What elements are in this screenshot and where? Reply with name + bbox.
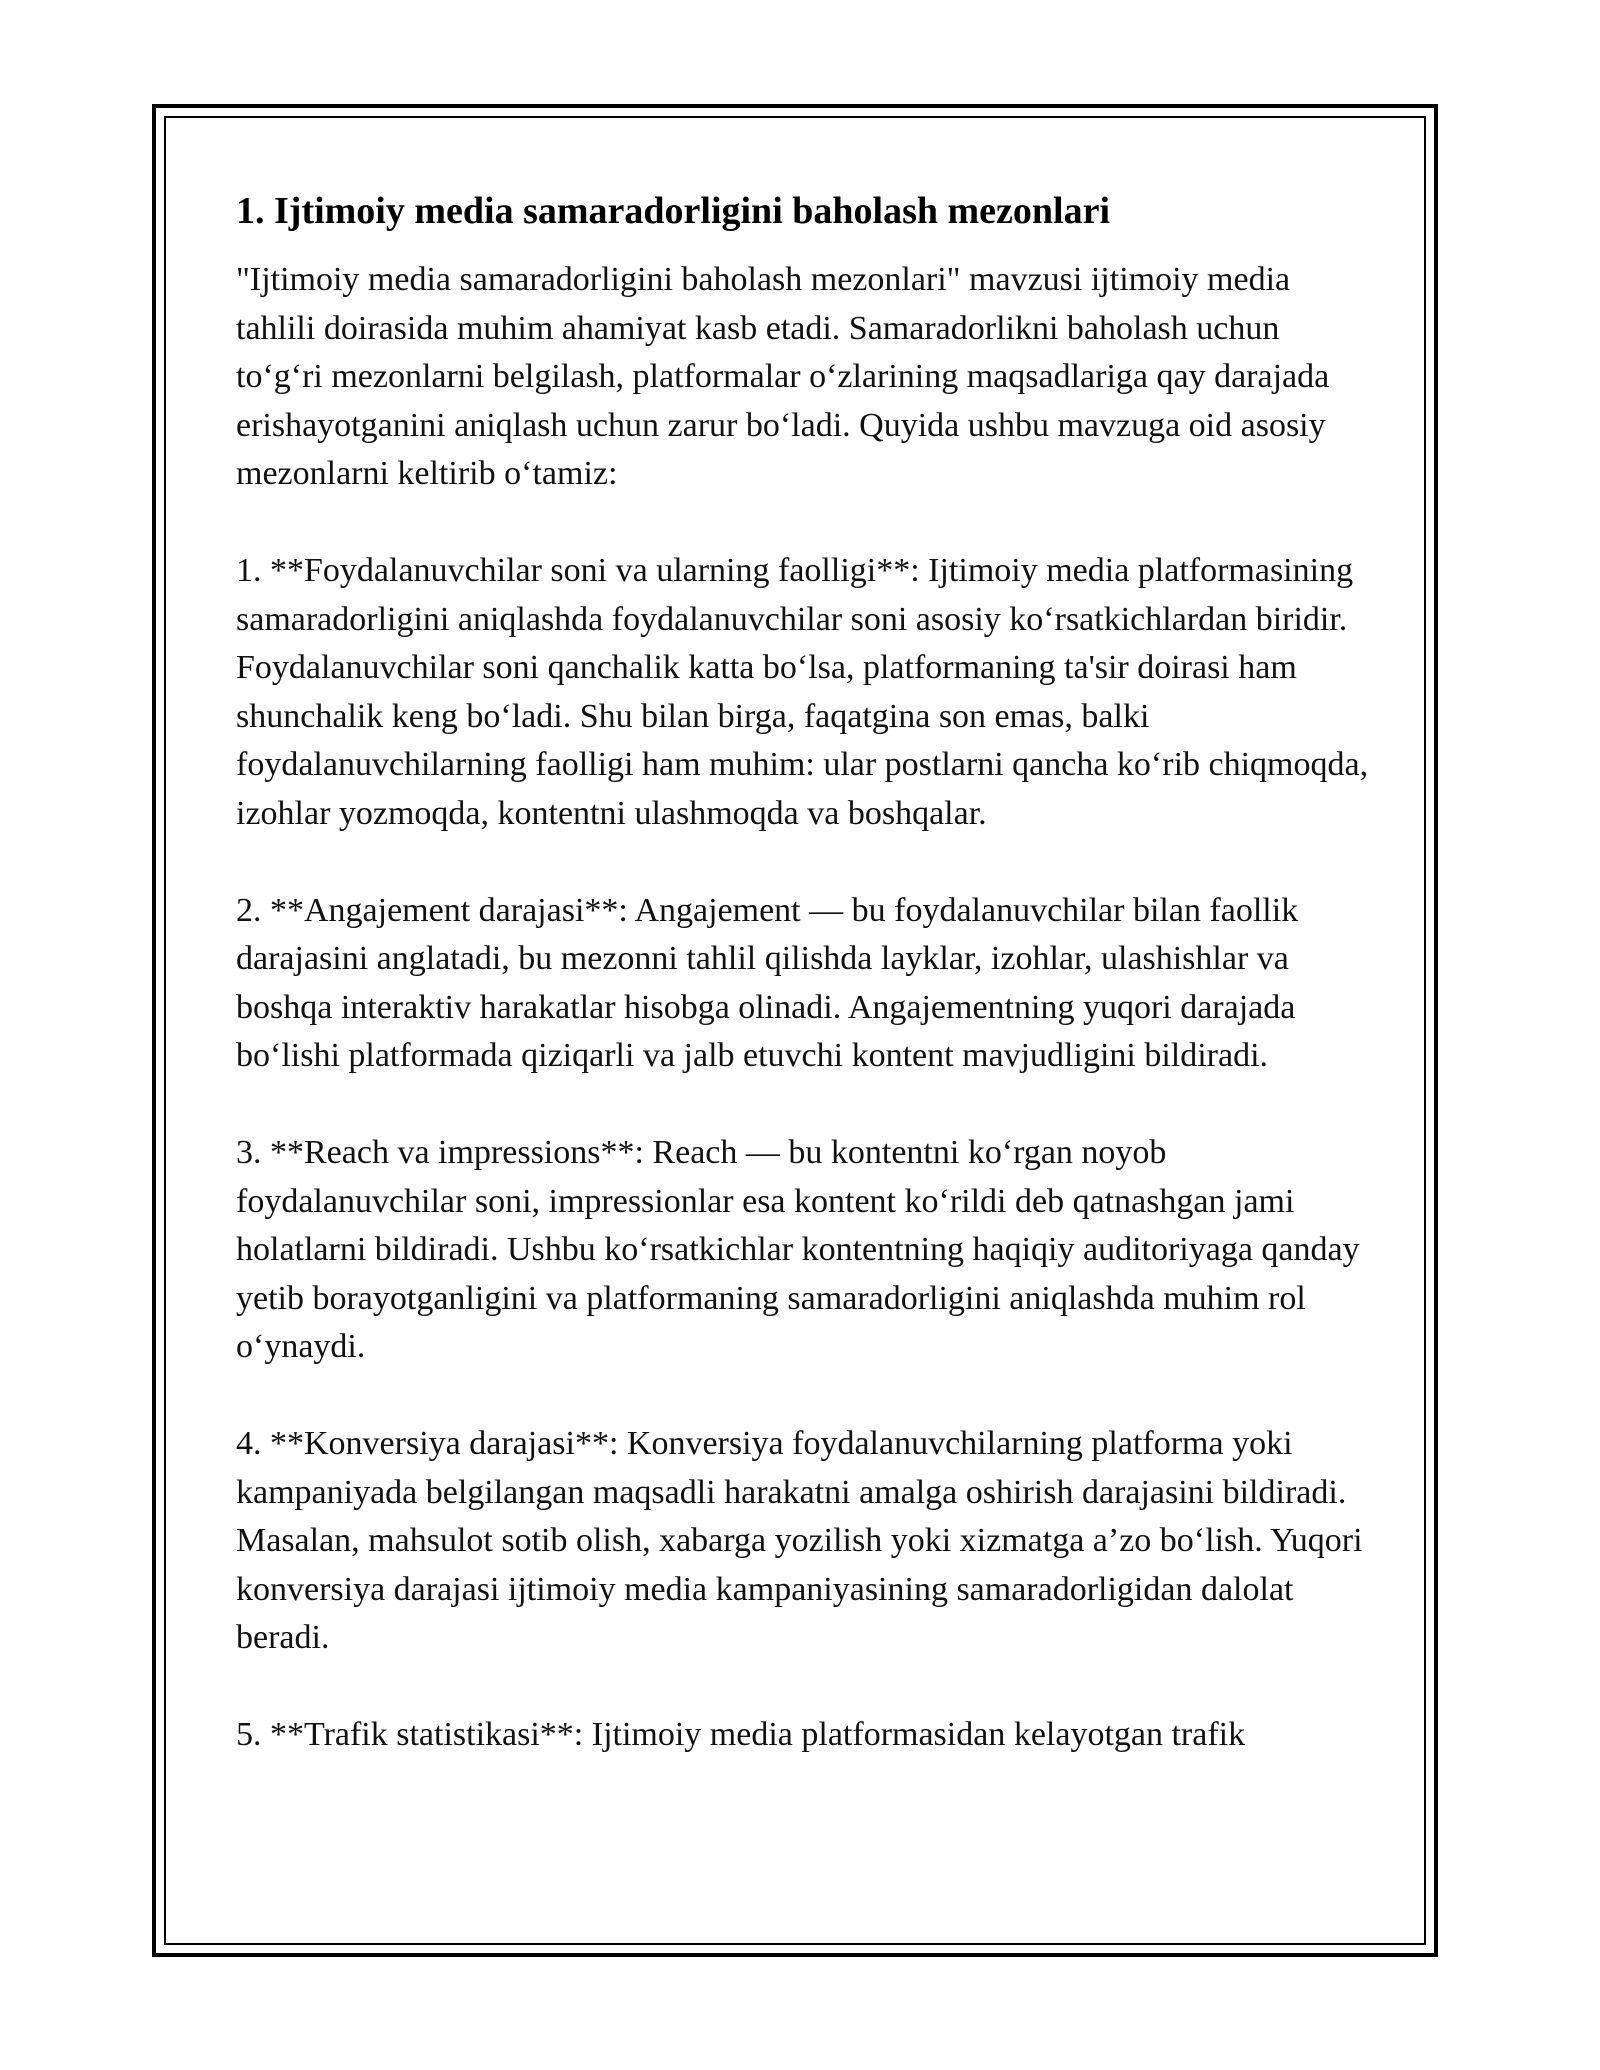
criterion-1-paragraph: 1. **Foydalanuvchilar soni va ularning faolligi**: Ijtimoiy media platformasining samaradorligini aniqlashda foydalanuvchilar soni asosiy ko‘rsatkichlardan biridir. Foydalanuvchilar soni qanchalik katta bo‘lsa, platformaning ta'sir doirasi ham shunchalik keng bo‘ladi. Shu bilan birga, faqatgina son emas, balki foydalanuvchilarning faolligi ham muhim: ular postlarni qancha ko‘rib chiqmoqda, izohlar yozmoqda, kontentni ulashmoqda va boshqalar.: [236, 552, 1369, 832]
section-heading: 1. Ijtimoiy media samaradorligini baholash mezonlari: [236, 190, 1110, 232]
document-body: [236, 186, 1371, 1808]
criterion-5-paragraph: 5. **Trafik statistikasi**: Ijtimoiy media platformasidan kelayotgan trafik: [236, 1716, 1246, 1753]
criterion-2-paragraph: 2. **Angajement darajasi**: Angajement — bu foydalanuvchilar bilan faollik darajasini anglatadi, bu mezonni tahlil qilishda layklar, izohlar, ulashishlar va boshqa interaktiv harakatlar hisobga olinadi. Angajementning yuqori darajada bo‘lishi platformada qiziqarli va jalb etuvchi kontent mavjudligini bildiradi.: [236, 891, 1299, 1074]
criterion-3-paragraph: 3. **Reach va impressions**: Reach — bu kontentni ko‘rgan noyob foydalanuvchilar soni, impressionlar esa kontent ko‘rildi deb qatnashgan jami holatlarni bildiradi. Ushbu ko‘rsatkichlar kontentning haqiqiy auditoriyaga qanday yetib borayotganligini va platformaning samaradorligini aniqlashda muhim rol o‘ynaydi.: [236, 1134, 1360, 1365]
intro-paragraph: "Ijtimoiy media samaradorligini baholash mezonlari" mavzusi ijtimoiy media tahlili doirasida muhim ahamiyat kasb etadi. Samaradorlikni baholash uchun to‘g‘ri mezonlarni belgilash, platformalar o‘zlarining maqsadlariga qay darajada erishayotganini aniqlash uchun zarur bo‘ladi. Quyida ushbu mavzuga oid asosiy mezonlarni keltirib o‘tamiz:: [236, 261, 1330, 492]
criterion-4-paragraph: 4. **Konversiya darajasi**: Konversiya foydalanuvchilarning platforma yoki kampaniyada belgilangan maqsadli harakatni amalga oshirish darajasini bildiradi. Masalan, mahsulot sotib olish, xabarga yozilish yoki xizmatga a’zo bo‘lish. Yuqori konversiya darajasi ijtimoiy media kampaniyasining samaradorligidan dalolat beradi.: [236, 1425, 1363, 1656]
